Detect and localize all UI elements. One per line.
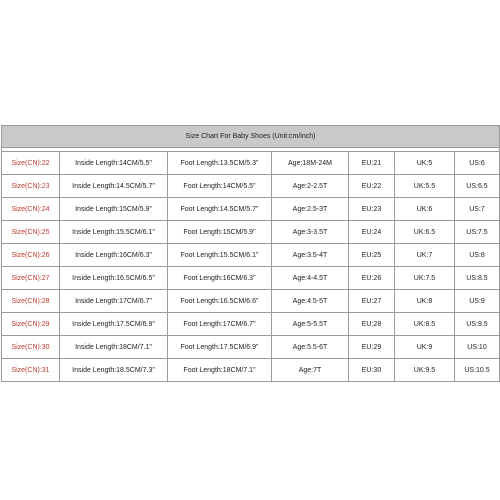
- age-cell: Age:5.5-6T: [272, 336, 349, 359]
- size-cell: Size(CN):27: [2, 267, 60, 290]
- uk-size-cell: UK:7.5: [395, 267, 455, 290]
- inside-length-cell: Inside Length:14CM/5.5": [60, 152, 168, 175]
- us-size-cell: US:7.5: [455, 221, 500, 244]
- inside-length-cell: Inside Length:17CM/6.7": [60, 290, 168, 313]
- age-cell: Age:3.5-4T: [272, 244, 349, 267]
- size-cell: Size(CN):26: [2, 244, 60, 267]
- size-cell: Size(CN):22: [2, 152, 60, 175]
- title-row: [2, 126, 500, 148]
- foot-length-cell: Foot Length:17.5CM/6.9": [168, 336, 272, 359]
- table-row: [2, 152, 500, 175]
- eu-size-cell: EU:28: [349, 313, 395, 336]
- eu-size-cell: EU:27: [349, 290, 395, 313]
- eu-size-cell: EU:24: [349, 221, 395, 244]
- table-row: [2, 267, 500, 290]
- inside-length-cell: Inside Length:14.5CM/5.7": [60, 175, 168, 198]
- uk-size-cell: UK:8.5: [395, 313, 455, 336]
- foot-length-cell: Foot Length:17CM/6.7": [168, 313, 272, 336]
- table-row: [2, 336, 500, 359]
- foot-length-cell: Foot Length:18CM/7.1": [168, 359, 272, 382]
- age-cell: Age:18M-24M: [272, 152, 349, 175]
- us-size-cell: US:9: [455, 290, 500, 313]
- size-cell: Size(CN):23: [2, 175, 60, 198]
- size-cell: Size(CN):31: [2, 359, 60, 382]
- eu-size-cell: EU:26: [349, 267, 395, 290]
- inside-length-cell: Inside Length:15.5CM/6.1": [60, 221, 168, 244]
- size-cell: Size(CN):25: [2, 221, 60, 244]
- eu-size-cell: EU:21: [349, 152, 395, 175]
- us-size-cell: US:8: [455, 244, 500, 267]
- uk-size-cell: UK:5: [395, 152, 455, 175]
- uk-size-cell: UK:6.5: [395, 221, 455, 244]
- inside-length-cell: Inside Length:18.5CM/7.3": [60, 359, 168, 382]
- us-size-cell: US:8.5: [455, 267, 500, 290]
- table-row: [2, 198, 500, 221]
- table-row: [2, 175, 500, 198]
- foot-length-cell: Foot Length:14.5CM/5.7": [168, 198, 272, 221]
- uk-size-cell: UK:9: [395, 336, 455, 359]
- eu-size-cell: EU:23: [349, 198, 395, 221]
- age-cell: Age:7T: [272, 359, 349, 382]
- inside-length-cell: Inside Length:18CM/7.1": [60, 336, 168, 359]
- foot-length-cell: Foot Length:16.5CM/6.6": [168, 290, 272, 313]
- us-size-cell: US:6: [455, 152, 500, 175]
- eu-size-cell: EU:29: [349, 336, 395, 359]
- size-cell: Size(CN):28: [2, 290, 60, 313]
- age-cell: Age:3-3.5T: [272, 221, 349, 244]
- table-row: [2, 244, 500, 267]
- size-cell: Size(CN):29: [2, 313, 60, 336]
- foot-length-cell: Foot Length:16CM/6.3": [168, 267, 272, 290]
- uk-size-cell: UK:6: [395, 198, 455, 221]
- inside-length-cell: Inside Length:17.5CM/6.9": [60, 313, 168, 336]
- foot-length-cell: Foot Length:15CM/5.9": [168, 221, 272, 244]
- age-cell: Age:5-5.5T: [272, 313, 349, 336]
- table-row: [2, 221, 500, 244]
- table-row: [2, 359, 500, 382]
- us-size-cell: US:10.5: [455, 359, 500, 382]
- table-row: [2, 290, 500, 313]
- inside-length-cell: Inside Length:16.5CM/6.5": [60, 267, 168, 290]
- uk-size-cell: UK:8: [395, 290, 455, 313]
- uk-size-cell: UK:7: [395, 244, 455, 267]
- inside-length-cell: Inside Length:16CM/6.3": [60, 244, 168, 267]
- foot-length-cell: Foot Length:13.5CM/5.3": [168, 152, 272, 175]
- us-size-cell: US:7: [455, 198, 500, 221]
- age-cell: Age:4-4.5T: [272, 267, 349, 290]
- chart-title: Size Chart For Baby Shoes (Unit:cm/inch): [2, 126, 500, 148]
- us-size-cell: US:6.5: [455, 175, 500, 198]
- age-cell: Age:4.5-5T: [272, 290, 349, 313]
- size-chart-table: [1, 125, 500, 382]
- uk-size-cell: UK:5.5: [395, 175, 455, 198]
- table-row: [2, 313, 500, 336]
- uk-size-cell: UK:9.5: [395, 359, 455, 382]
- eu-size-cell: EU:30: [349, 359, 395, 382]
- eu-size-cell: EU:25: [349, 244, 395, 267]
- size-cell: Size(CN):24: [2, 198, 60, 221]
- inside-length-cell: Inside Length:15CM/5.9": [60, 198, 168, 221]
- age-cell: Age:2-2.5T: [272, 175, 349, 198]
- us-size-cell: US:9.5: [455, 313, 500, 336]
- foot-length-cell: Foot Length:15.5CM/6.1": [168, 244, 272, 267]
- foot-length-cell: Foot Length:14CM/5.5": [168, 175, 272, 198]
- us-size-cell: US:10: [455, 336, 500, 359]
- size-cell: Size(CN):30: [2, 336, 60, 359]
- age-cell: Age:2.5-3T: [272, 198, 349, 221]
- size-chart-body: [2, 126, 500, 382]
- eu-size-cell: EU:22: [349, 175, 395, 198]
